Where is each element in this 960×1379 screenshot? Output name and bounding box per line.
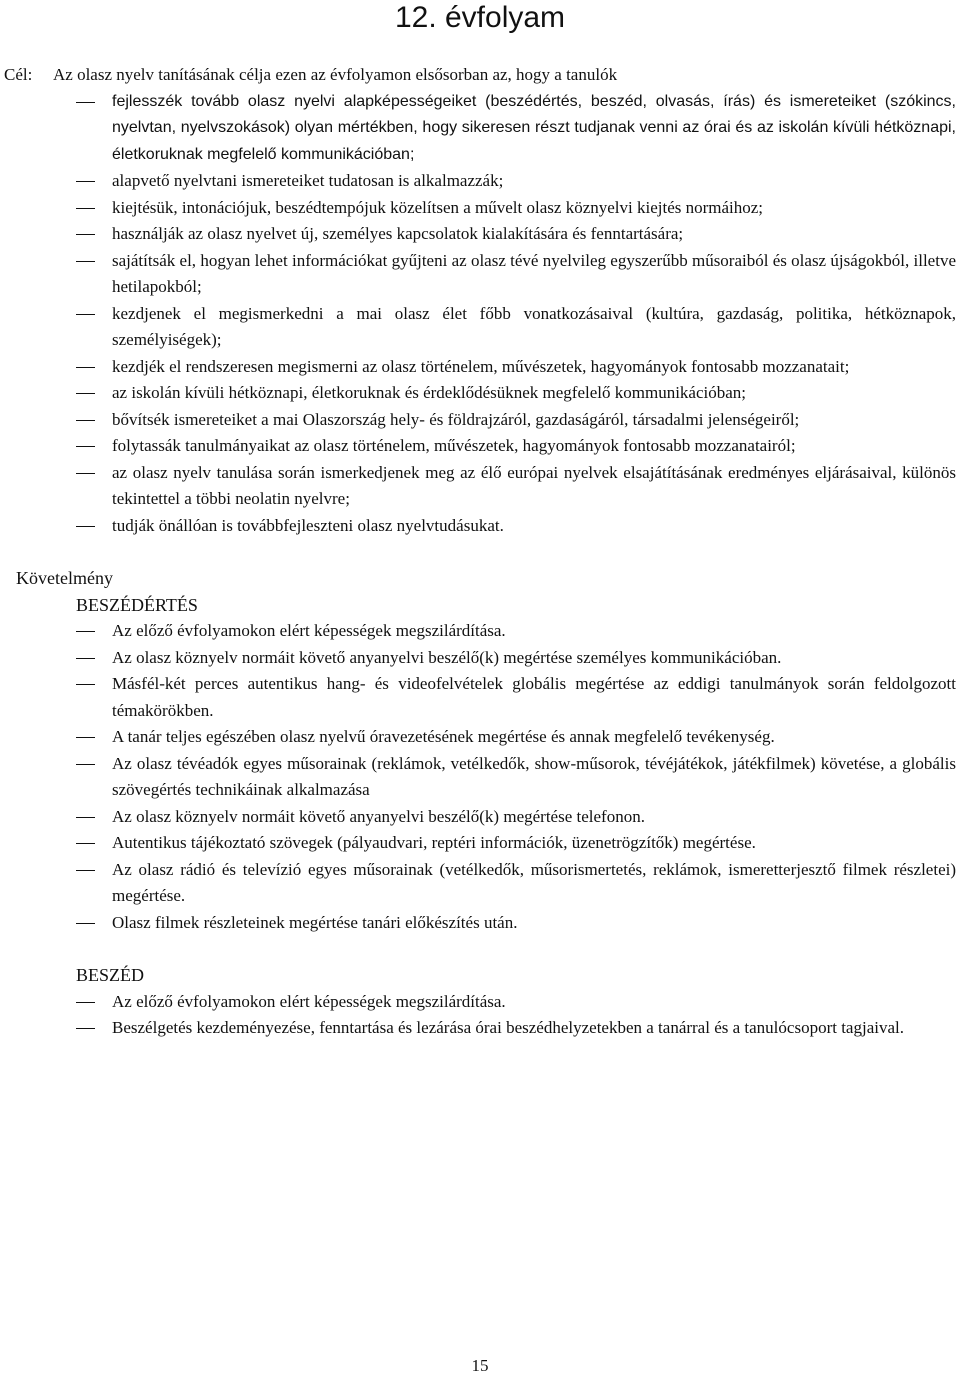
list-item: Az előző évfolyamokon elért képességek megszilárdítása.	[0, 989, 960, 1016]
dash-bullet-icon	[76, 843, 95, 844]
list-item: folytassák tanulmányaikat az olasz történelem, művészetek, hagyományok fontosabb mozzanatairól;	[0, 433, 960, 460]
requirements-title: Követelmény	[16, 568, 113, 588]
dash-bullet-icon	[76, 181, 95, 182]
dash-bullet-icon	[76, 261, 95, 262]
dash-bullet-icon	[76, 1028, 95, 1029]
dash-bullet-icon	[76, 923, 95, 924]
listening-title: BESZÉDÉRTÉS	[76, 594, 198, 615]
list-item: Beszélgetés kezdeményezése, fenntartása és lezárása órai beszédhelyzetekben a tanárral és a tanulócsoport tagjaival.	[0, 1015, 960, 1042]
dash-bullet-icon	[76, 208, 95, 209]
speaking-title: BESZÉD	[76, 965, 145, 985]
list-item: fejlesszék tovább olasz nyelvi alapképességeiket (beszédértés, beszéd, olvasás, írás) és ismereteiket (szókincs, nyelvtan, nyelvszokások) olyan mértékben, hogy sikeresen részt tudjanak venni az órai és az iskolán kívüli hétköznapi, életkoruknak megfelelő kommunikációban;	[0, 89, 960, 169]
dash-bullet-icon	[76, 684, 95, 685]
list-item: használják az olasz nyelvet új, személyes kapcsolatok kialakítására és fenntartására;	[0, 221, 960, 248]
dash-bullet-icon	[76, 367, 95, 368]
dash-bullet-icon	[76, 817, 95, 818]
goal-intro	[0, 62, 960, 89]
list-item: bővítsék ismereteiket a mai Olaszország hely- és földrajzáról, gazdaságáról, társadalmi jelenségeiről;	[0, 407, 960, 434]
dash-bullet-icon	[76, 764, 95, 765]
listening-list	[0, 618, 960, 936]
list-item: Másfél-két perces autentikus hang- és videofelvételek globális megértése az eddigi tanulmányok során feldolgozott témakörökben.	[0, 671, 960, 724]
document-body	[0, 62, 960, 1042]
list-item: Olasz filmek részleteinek megértése tanári előkészítés után.	[0, 910, 960, 937]
list-item: kezdjék el rendszeresen megismerni az olasz történelem, művészetek, hagyományok fontosabb mozzanatait;	[0, 354, 960, 381]
list-item: az iskolán kívüli hétköznapi, életkoruknak és érdeklődésüknek megfelelő kommunikációban;	[0, 380, 960, 407]
list-item: Az olasz köznyelv normáit követő anyanyelvi beszélő(k) megértése telefonon.	[0, 804, 960, 831]
goal-list	[0, 89, 960, 540]
speaking-list	[0, 989, 960, 1042]
list-item: alapvető nyelvtani ismereteiket tudatosan is alkalmazzák;	[0, 168, 960, 195]
list-item: Autentikus tájékoztató szövegek (pályaudvari, reptéri információk, üzenetrögzítők) megértése.	[0, 830, 960, 857]
dash-bullet-icon	[76, 234, 95, 235]
list-item: kezdjenek el megismerkedni a mai olasz élet főbb vonatkozásaival (kultúra, gazdaság, politika, hétköznapok, személyiségek);	[0, 301, 960, 354]
dash-bullet-icon	[76, 314, 95, 315]
list-item: Az olasz köznyelv normáit követő anyanyelvi beszélő(k) megértése személyes kommunikációban.	[0, 645, 960, 672]
list-item: az olasz nyelv tanulása során ismerkedjenek meg az élő európai nyelvek elsajátításának eredményes eljárásaival, különös tekintettel a többi neolatin nyelvre;	[0, 460, 960, 513]
list-item: Az olasz rádió és televízió egyes műsorainak (vetélkedők, műsorismertetés, reklámok, ismeretterjesztő filmek részletei) megértése.	[0, 857, 960, 910]
dash-bullet-icon	[76, 658, 95, 659]
page-number: 15	[471, 1356, 489, 1375]
list-item: tudják önállóan is továbbfejleszteni olasz nyelvtudásukat.	[0, 513, 960, 540]
dash-bullet-icon	[76, 526, 95, 527]
dash-bullet-icon	[76, 102, 95, 103]
dash-bullet-icon	[76, 420, 95, 421]
list-item: Az olasz tévéadók egyes műsorainak (reklámok, vetélkedők, show-műsorok, tévéjátékok, játékfilmek) követése, a globális szövegértés technikáinak alkalmazása	[0, 751, 960, 804]
list-item: sajátítsák el, hogyan lehet információkat gyűjteni az olasz tévé nyelvileg egyszerűbb műsoraiból és olasz újságokból, illetve hetilapokból;	[0, 248, 960, 301]
list-item: Az előző évfolyamokon elért képességek megszilárdítása.	[0, 618, 960, 645]
dash-bullet-icon	[76, 473, 95, 474]
goal-intro-text: Az olasz nyelv tanításának célja ezen az évfolyamon elsősorban az, hogy a tanulók	[53, 65, 618, 84]
page-title: 12. évfolyam	[394, 1, 566, 34]
list-item: kiejtésük, intonációjuk, beszédtempójuk közelítsen a művelt olasz köznyelvi kiejtés normáihoz;	[0, 195, 960, 222]
dash-bullet-icon	[76, 737, 95, 738]
dash-bullet-icon	[76, 393, 95, 394]
dash-bullet-icon	[76, 631, 95, 632]
dash-bullet-icon	[76, 870, 95, 871]
dash-bullet-icon	[76, 446, 95, 447]
dash-bullet-icon	[76, 1002, 95, 1003]
list-item: A tanár teljes egészében olasz nyelvű óravezetésének megértése és annak megfelelő tevékenység.	[0, 724, 960, 751]
goal-label: Cél:	[4, 65, 33, 84]
